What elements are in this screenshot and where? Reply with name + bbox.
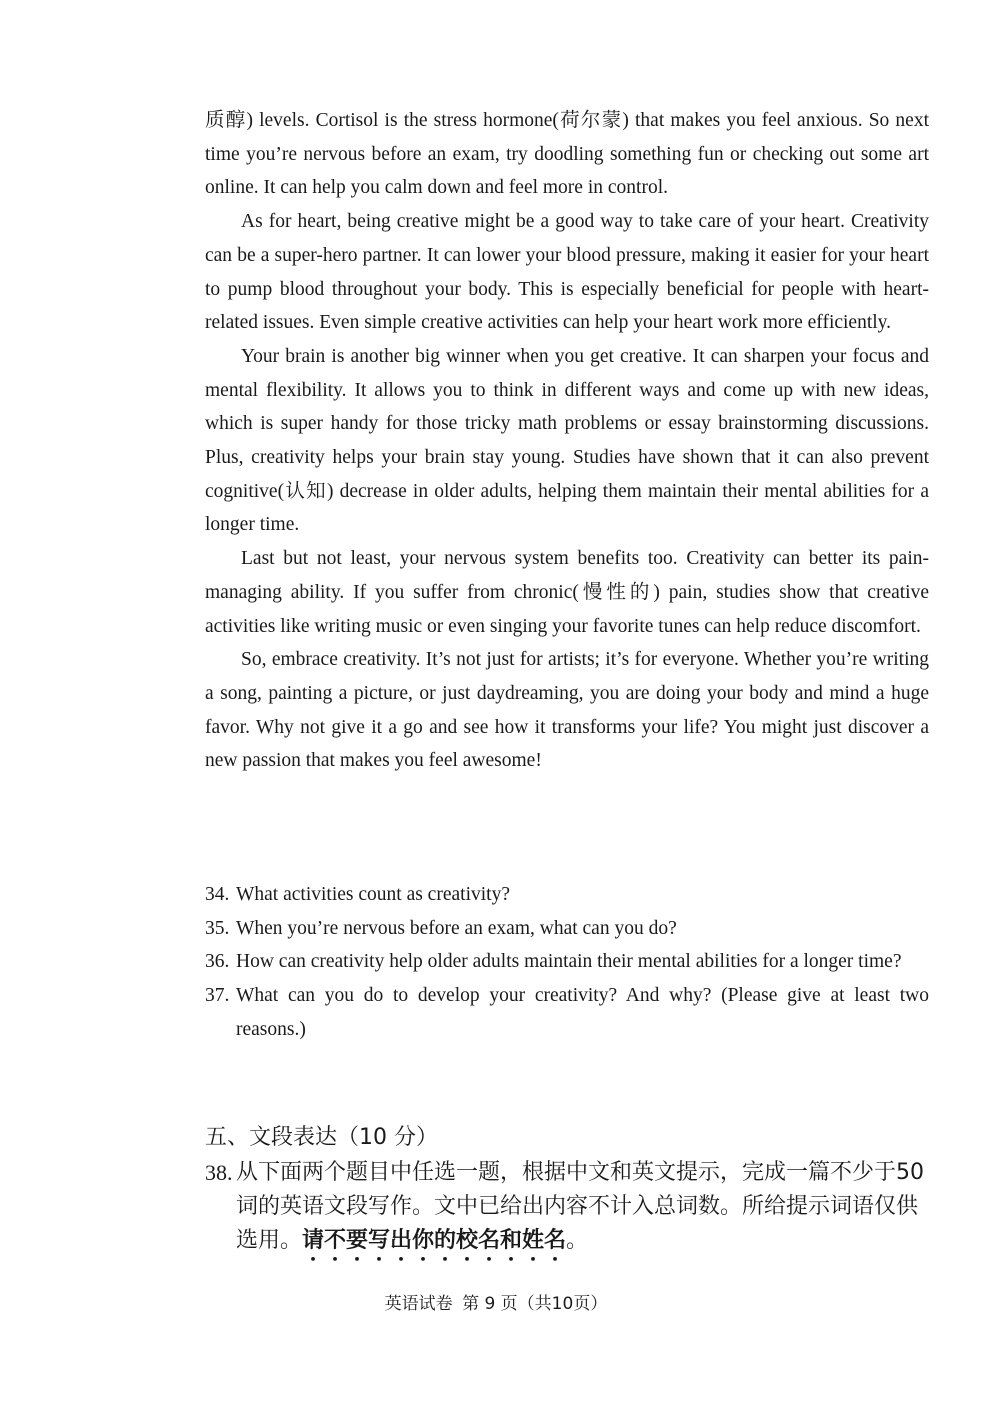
task-number: 38. <box>205 1160 233 1185</box>
task-text: 从下面两个题目中任选一题，根据中文和英文提示，完成一篇不少于50 词的英语文段写作。文中已给出内容不计入总词数。所给提示词语仅供选用。 <box>236 1160 924 1253</box>
question-text: What activities count as creativity? <box>236 884 510 905</box>
task-instructions <box>205 1156 933 1266</box>
question-number: 35. <box>205 917 230 939</box>
question-text: When you’re nervous before an exam, what can you do? <box>236 917 677 939</box>
task-end: 。 <box>566 1228 589 1253</box>
question-number: 36. <box>205 951 230 973</box>
page-footer <box>0 1292 992 1316</box>
question-37 <box>205 979 929 1046</box>
writing-task <box>205 1156 933 1266</box>
passage-paragraph-3: Your brain is another big winner when you get creative. It can sharpen your focus and mental flexibility. It allows you to think in different ways and come up with new ideas, which is super handy for those tricky math problems or essay brainstorming discussions. Plus, creativity helps your brain stay young. Studies have shown that it can also prevent cognitive(认知) decrease in older adults, helping them maintain their mental abilities for a longer time. <box>205 345 929 536</box>
passage-paragraph-4: Last but not least, your nervous system benefits too. Creativity can better its pain-managing ability. If you suffer from chronic(慢性的) pain, studies show that creative activities like writing music or even singing your favorite tunes can help reduce discomfort. <box>205 548 929 637</box>
question-list <box>205 878 929 1047</box>
task-emphasis: 请不要写出你的校名和姓名 <box>302 1228 567 1253</box>
question-number: 34. <box>205 884 230 905</box>
question-35 <box>205 912 929 946</box>
reading-passage <box>205 104 929 778</box>
question-34 <box>205 878 929 912</box>
footer-subject: 英语试卷 <box>384 1294 453 1314</box>
passage-paragraph-5: So, embrace creativity. It’s not just for artists; it’s for everyone. Whether you’re writing a song, painting a picture, or just daydreaming, you are doing your body and mind a huge favor. Why not give it a go and see how it transforms your life? You might just discover a new passion that makes you feel awesome! <box>205 649 929 772</box>
question-text: How can creativity help older adults maintain their mental abilities for a longer time? <box>236 951 902 973</box>
passage-paragraph-2: As for heart, being creative might be a good way to take care of your heart. Creativity can be a super-hero partner. It can lower your blood pressure, making it easier for your heart to pump blood throughout your body. This is especially beneficial for people with heart-related issues. Even simple creative activities can help your heart work more efficiently. <box>205 211 929 334</box>
question-36 <box>205 945 929 979</box>
passage-paragraph-1: 质醇) levels. Cortisol is the stress hormone(荷尔蒙) that makes you feel anxious. So next time you’re nervous before an exam, try doodling something fun or checking out some art online. It can help you calm down and feel more in control. <box>205 110 929 199</box>
question-text: What can you do to develop your creativity? And why? (Please give at least two reasons.) <box>236 985 929 1040</box>
footer-page-number: 第 9 页（共10页） <box>462 1294 608 1314</box>
section-heading: 五、文段表达（10 分） <box>205 1125 438 1150</box>
question-number: 37. <box>205 985 230 1007</box>
